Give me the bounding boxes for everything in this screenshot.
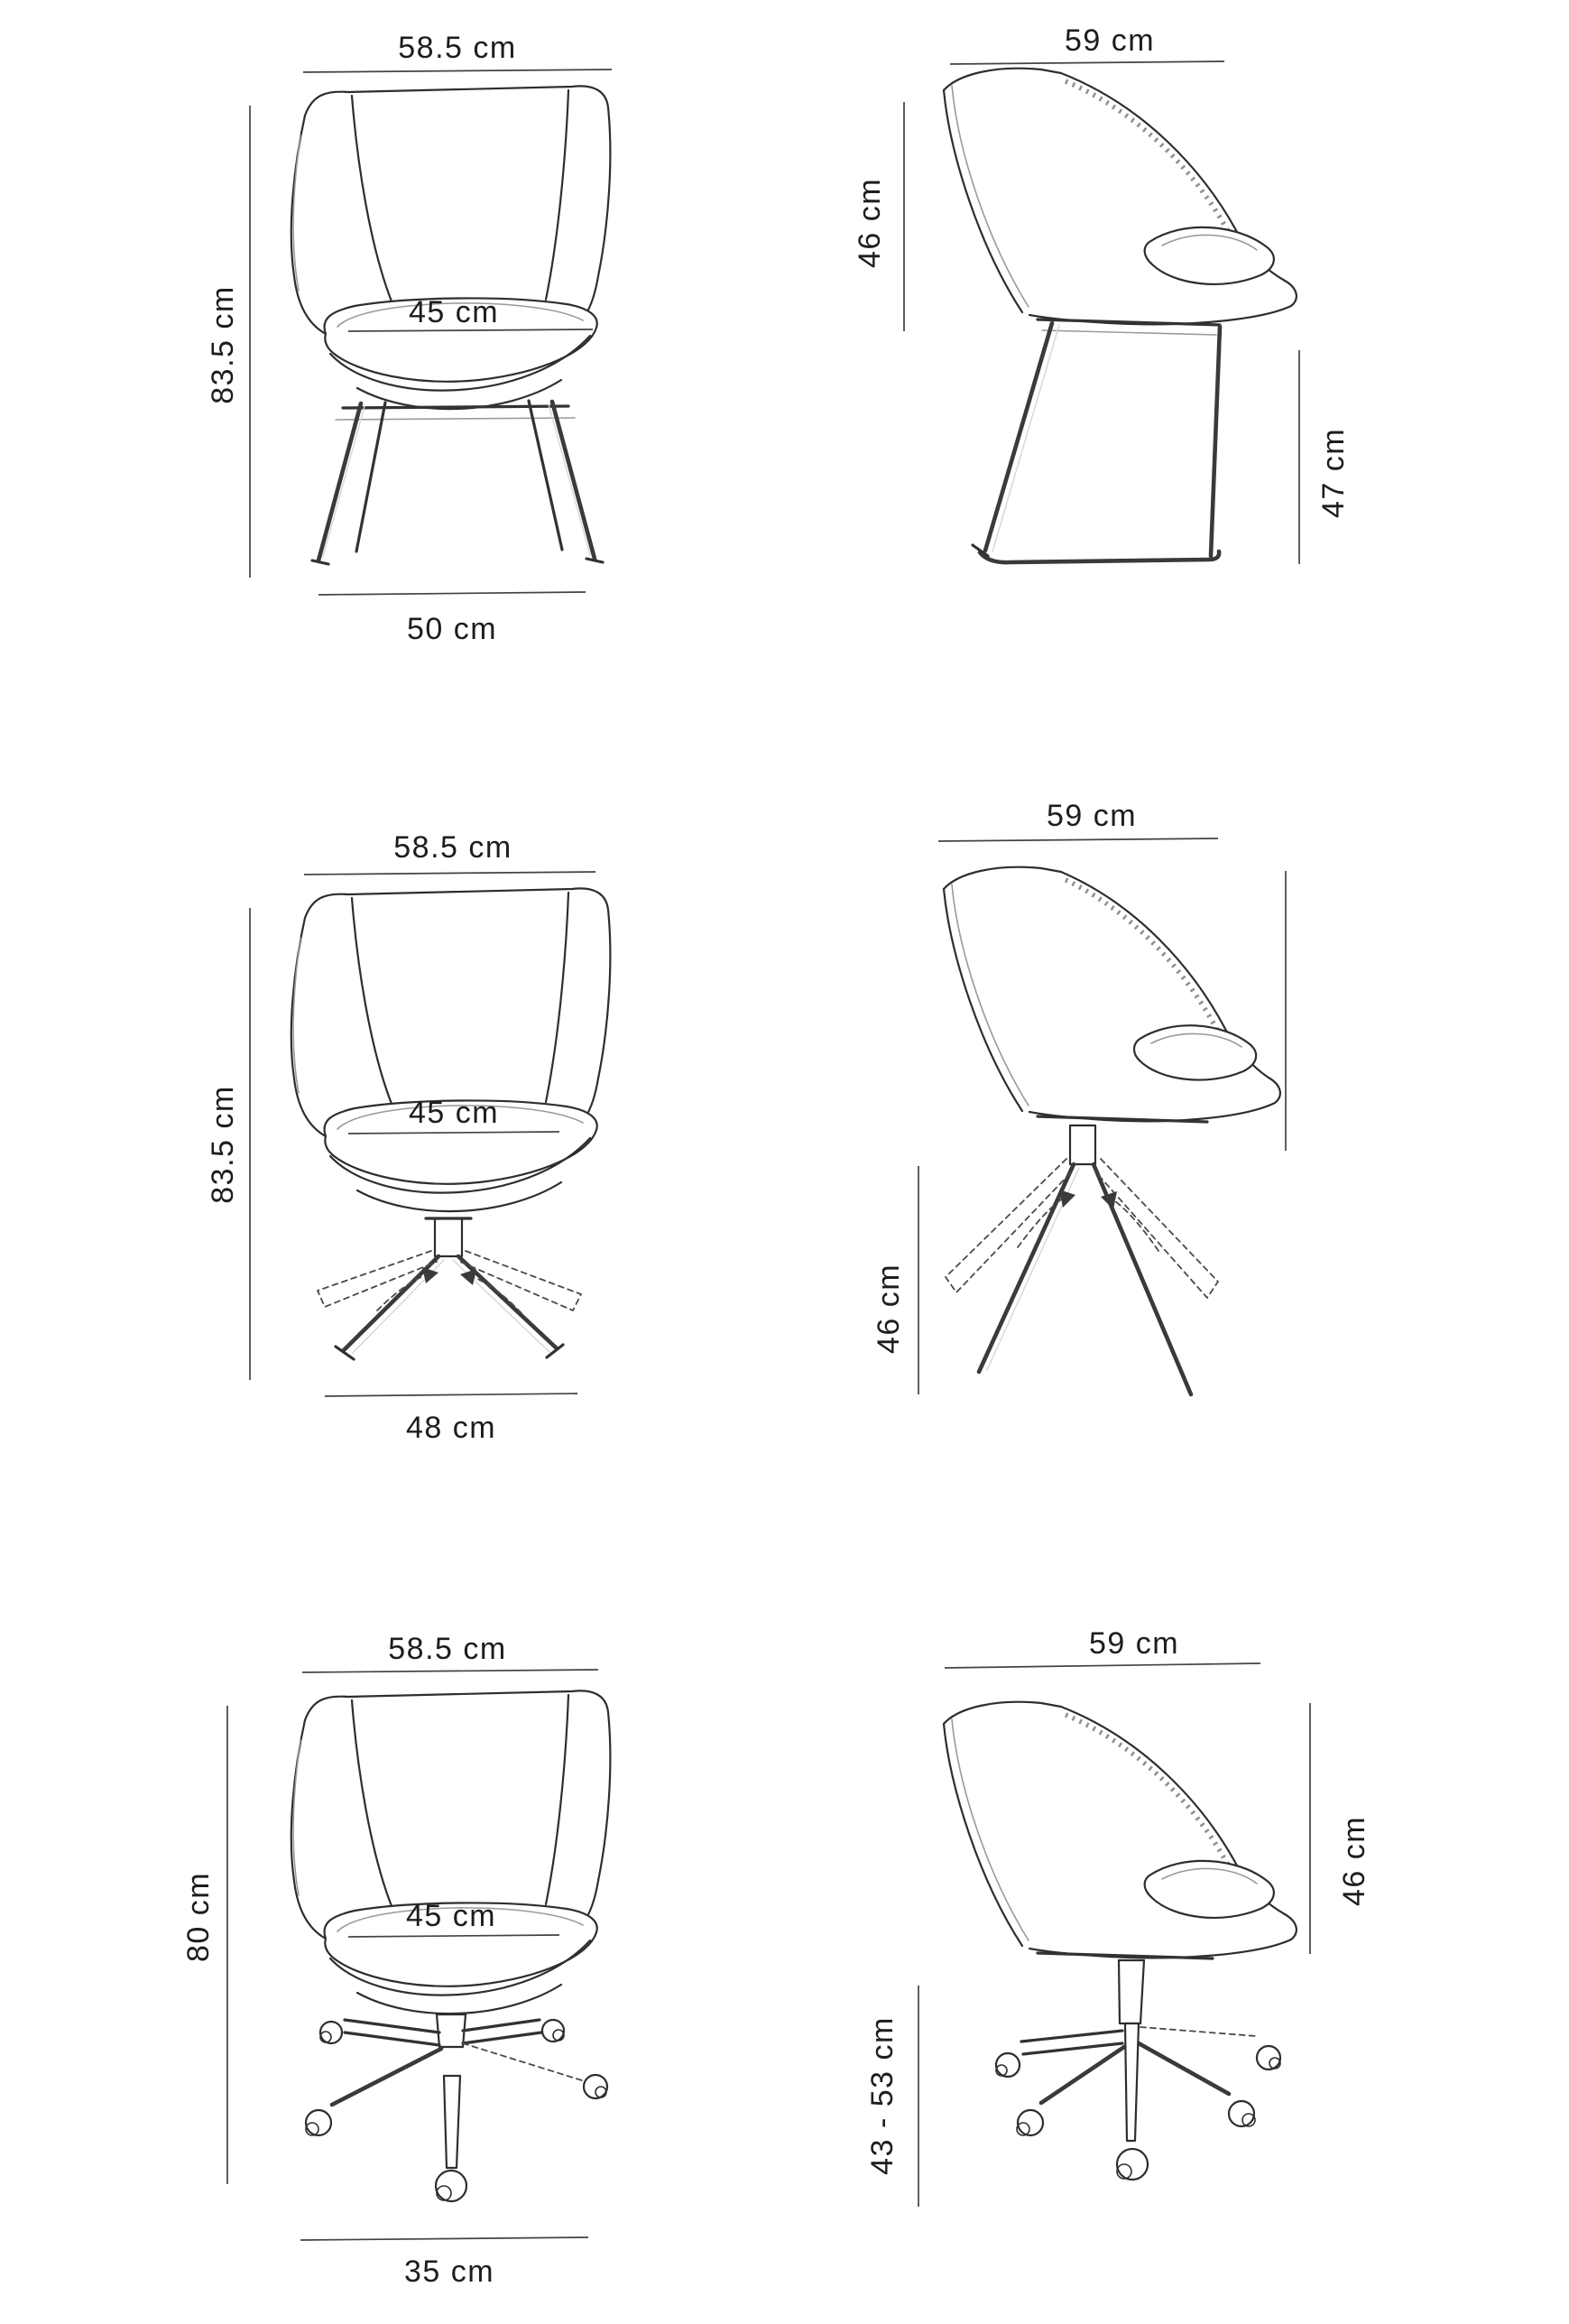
dim-line-base-width xyxy=(325,1393,577,1396)
back-top-edge xyxy=(944,69,1061,90)
backrest-seam-left xyxy=(352,96,392,301)
back-spine xyxy=(944,1724,1022,1946)
backrest-left-edge xyxy=(291,918,326,1136)
dim-line-top-depth xyxy=(938,838,1218,841)
back-top-edge xyxy=(944,1702,1061,1724)
dim-label-back-height: 46 cm xyxy=(1336,1815,1371,1907)
rotation-arrowhead-right xyxy=(1101,1191,1117,1209)
dim-line-base-width xyxy=(300,2237,588,2240)
figure-front-caster xyxy=(181,1632,610,2289)
chair-drawing-side-caster xyxy=(944,1702,1297,2180)
seat-underside xyxy=(1029,1914,1297,1958)
star-arm-right xyxy=(463,2020,541,2043)
backrest-seam-left xyxy=(352,1700,392,1906)
backrest-seam-left xyxy=(352,898,392,1104)
backrest-outline xyxy=(305,888,610,1131)
dim-label-width-top: 58.5 cm xyxy=(398,30,517,65)
dim-label-height: 83.5 cm xyxy=(205,1085,240,1204)
backrest-shading xyxy=(293,1740,300,1895)
backrest-seam-right xyxy=(546,893,568,1102)
sled-front-leg-highlight xyxy=(992,325,1059,551)
dim-label-depth-top: 59 cm xyxy=(1088,1625,1180,1661)
dim-line-top-width xyxy=(304,872,595,875)
caster-upper-left xyxy=(320,2022,342,2043)
underframe-rail-back xyxy=(336,418,575,420)
back-spine-seam xyxy=(952,1719,1029,1940)
dim-line-top-width xyxy=(303,69,612,72)
star-arm-right-dashed xyxy=(1140,2027,1256,2036)
backrest-outline xyxy=(305,86,610,329)
caster-lower-left xyxy=(306,2110,331,2135)
dim-line-top-width xyxy=(302,1670,598,1672)
seat-frame-bar-shadow xyxy=(1042,330,1216,335)
sled-front-leg xyxy=(985,323,1052,551)
back-hatch-band xyxy=(1066,880,1218,1032)
backrest-shading xyxy=(293,938,300,1093)
dim-label-base-width: 50 cm xyxy=(406,611,498,646)
back-hatch-band xyxy=(1066,81,1230,235)
swivel-column xyxy=(435,1218,462,1256)
figure-side-caster xyxy=(865,1626,1371,2207)
dim-label-seat-width: 45 cm xyxy=(405,1898,497,1933)
leg-highlight-right xyxy=(549,404,590,555)
star-arm-right-rear-dashed xyxy=(463,2043,585,2081)
swivel-leg-front-left xyxy=(979,1164,1074,1372)
dim-label-height: 83.5 cm xyxy=(205,285,240,404)
backrest-left-edge xyxy=(291,116,326,334)
back-spine xyxy=(944,90,1022,312)
rotation-arrowhead-right xyxy=(460,1269,476,1285)
seat-underside xyxy=(1029,1078,1280,1121)
star-arm-down-right xyxy=(1139,2043,1229,2094)
gas-lift-piston xyxy=(1125,2023,1139,2141)
caster-upper-right xyxy=(542,2020,564,2042)
back-top-edge xyxy=(944,867,1061,889)
backrest-left-edge xyxy=(291,1720,326,1939)
dim-line-base-width xyxy=(318,592,586,595)
dim-label-back-height: 46 cm xyxy=(852,177,887,269)
star-arm-left xyxy=(345,2020,439,2045)
star-arm-down-left xyxy=(1041,2047,1124,2103)
backrest-outline xyxy=(305,1690,610,1933)
chair-drawing-side-swivel xyxy=(944,867,1280,1394)
chair-drawing-side-sled xyxy=(944,69,1297,562)
dim-label-width-top: 58.5 cm xyxy=(388,1631,507,1666)
back-spine-seam xyxy=(952,86,1029,307)
dim-label-base-height: 46 cm xyxy=(871,1263,906,1355)
armrest-lens xyxy=(1145,227,1274,284)
star-arm-down-left xyxy=(332,2049,441,2105)
caster-lower-right xyxy=(1229,2101,1255,2126)
back-hatch-band xyxy=(1066,1715,1230,1868)
dim-label-width-top: 58.5 cm xyxy=(393,829,512,865)
dim-label-height: 80 cm xyxy=(180,1871,216,1963)
dim-label-depth-top: 59 cm xyxy=(1046,798,1138,833)
swivel-column xyxy=(1070,1125,1095,1164)
figure-front-sled xyxy=(206,31,612,646)
backrest-seam-right xyxy=(546,90,568,300)
figure-side-sled xyxy=(853,23,1351,564)
dim-label-base-width: 48 cm xyxy=(405,1410,497,1445)
gas-lift-upper xyxy=(437,2014,466,2047)
dim-label-seat-width: 45 cm xyxy=(408,1095,500,1130)
seat-underside xyxy=(1029,281,1297,324)
caster-lower-left xyxy=(1017,2110,1043,2135)
swivel-leg-rear-right-dashed xyxy=(460,1251,581,1310)
gas-lift-upper xyxy=(1119,1960,1144,2023)
caster-front-center xyxy=(436,2171,466,2201)
dim-label-base-width: 35 cm xyxy=(403,2254,495,2289)
star-arm-left xyxy=(1021,2031,1122,2054)
sled-runner xyxy=(980,551,1219,562)
backrest-shading xyxy=(293,135,300,291)
figure-side-swivel xyxy=(872,799,1286,1394)
dim-label-seat-width: 45 cm xyxy=(408,294,500,329)
caster-front-center xyxy=(1117,2149,1148,2180)
chair-drawing-front-caster xyxy=(291,1690,611,2201)
caster-left xyxy=(996,2053,1020,2077)
armrest-lens xyxy=(1145,1861,1274,1918)
leg-front-left xyxy=(318,403,361,560)
gas-lift-piston xyxy=(444,2076,460,2168)
swivel-leg-rear-right-dashed xyxy=(1095,1159,1218,1298)
sled-rear-leg xyxy=(1211,327,1220,556)
dim-label-seat-height: 47 cm xyxy=(1315,427,1351,519)
rotation-arrowhead-left xyxy=(422,1267,438,1283)
underframe-rail xyxy=(343,406,568,408)
foot-left xyxy=(312,560,328,564)
caster-right-rear xyxy=(584,2075,607,2098)
backrest-seam-right xyxy=(546,1695,568,1904)
dim-line-top-depth xyxy=(950,61,1224,64)
leg-rear-left xyxy=(356,403,385,551)
dim-line-top-depth xyxy=(945,1663,1260,1668)
figure-front-swivel xyxy=(206,830,610,1445)
back-spine xyxy=(944,889,1022,1111)
dim-label-lift-height: 43 - 53 cm xyxy=(864,2016,900,2175)
foot-right xyxy=(586,559,603,562)
back-spine-seam xyxy=(952,884,1029,1106)
dim-label-depth-top: 59 cm xyxy=(1064,23,1156,58)
caster-right xyxy=(1257,2046,1280,2069)
